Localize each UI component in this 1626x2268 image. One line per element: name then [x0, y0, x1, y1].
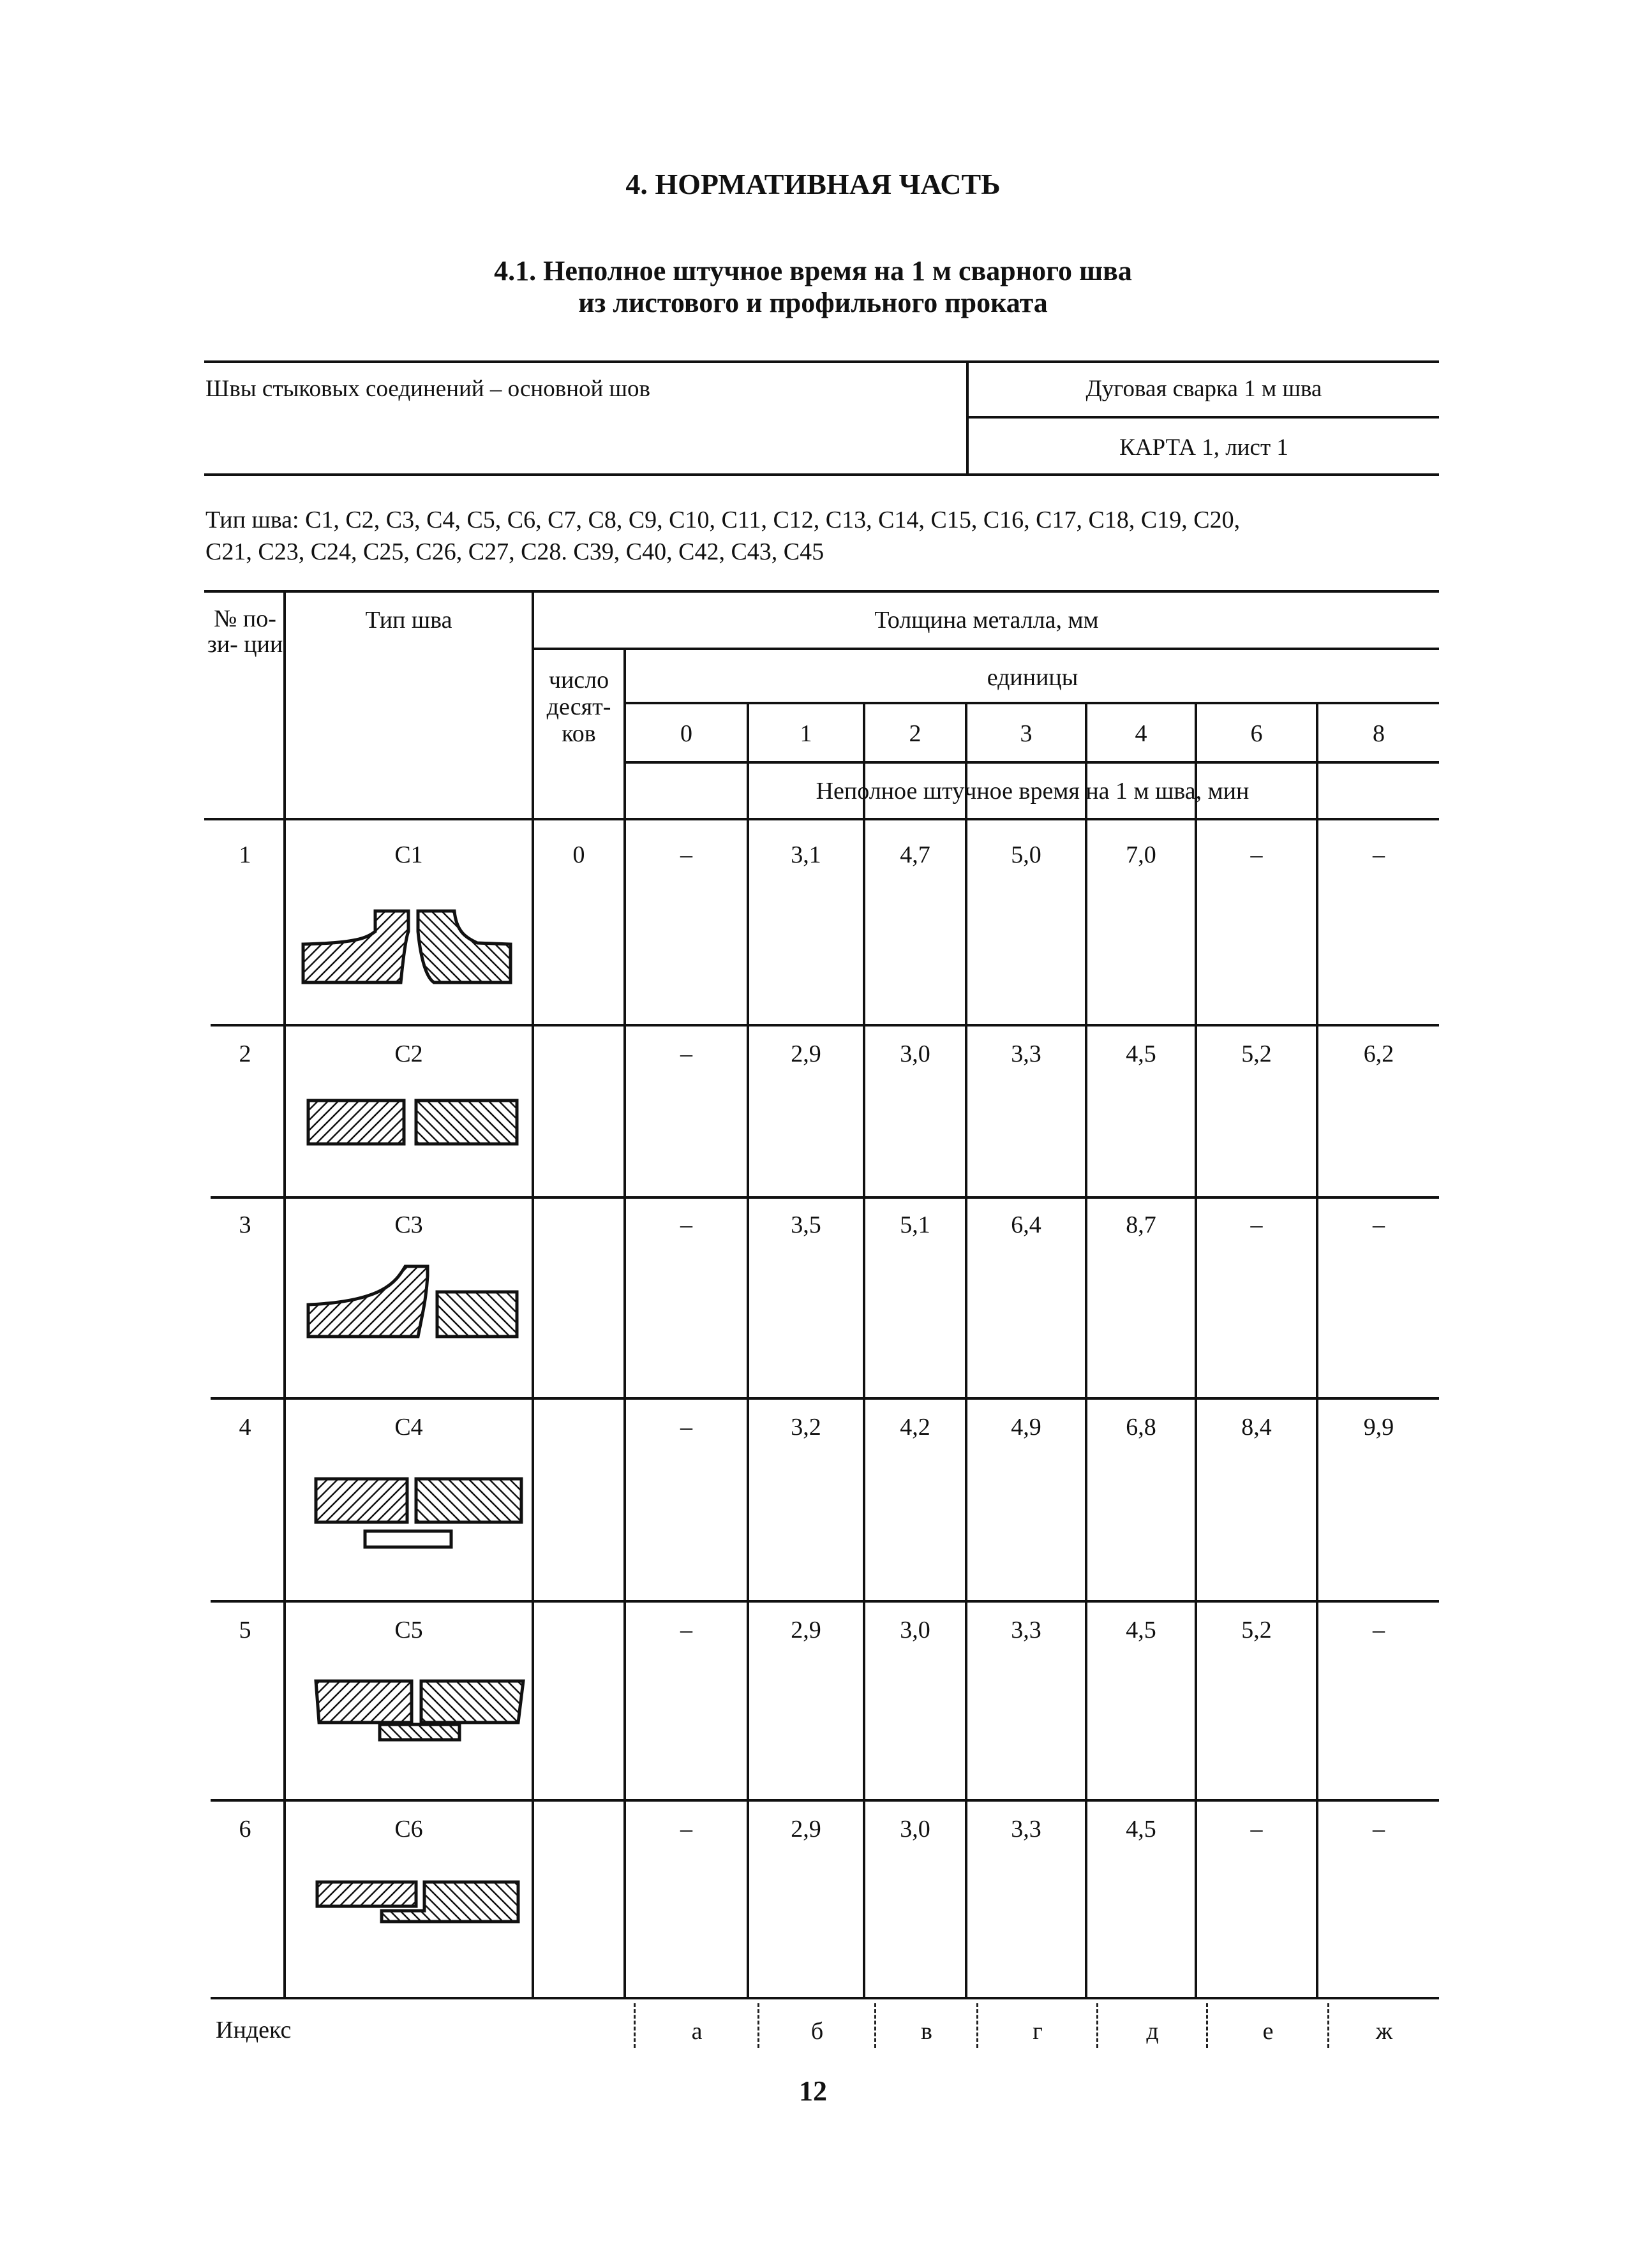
row-seam-type: С4 — [394, 1414, 423, 1441]
subtitle-line-2: из листового и профильного проката — [578, 287, 1048, 318]
value-cell: – — [680, 1041, 692, 1067]
row-position: 1 — [239, 841, 251, 868]
value-cell: – — [680, 1212, 692, 1238]
value-cell: 8,7 — [1126, 1212, 1156, 1238]
seam-drawing-c1 — [303, 911, 511, 982]
unit-header-2: 2 — [909, 720, 921, 747]
unit-header-4: 4 — [1135, 720, 1147, 747]
tens-value: 0 — [572, 841, 585, 868]
seam-types-line-1: Тип шва: С1, С2, С3, С4, С5, С6, С7, С8, С9, С10, С11, С12, С13, С14, С15, С16, С17, С18, С19, С20, — [205, 507, 1241, 533]
subtitle-line-1: 4.1. Неполное штучное время на 1 м сварного шва — [494, 255, 1132, 286]
page-number: 12 — [799, 2075, 827, 2107]
values-caption: Неполное штучное время на 1 м шва, мин — [816, 778, 1249, 804]
value-cell: 3,0 — [900, 1816, 930, 1842]
column-header-position: № по- зи- ции — [207, 605, 283, 658]
value-cell: 4,7 — [900, 841, 930, 868]
unit-header-0: 0 — [680, 720, 692, 747]
header-left-text: Швы стыковых соединений – основной шов — [205, 376, 651, 402]
value-cell: 2,9 — [791, 1617, 821, 1643]
value-cell: – — [1250, 1212, 1263, 1238]
section-title: 4. НОРМАТИВНАЯ ЧАСТЬ — [625, 168, 1001, 200]
row-seam-type: С1 — [394, 841, 423, 868]
seam-types-line-2: С21, С23, С24, С25, С26, С27, С28. С39, С40, С42, С43, С45 — [205, 538, 824, 565]
value-cell: 4,5 — [1126, 1816, 1156, 1842]
value-cell: 3,0 — [900, 1617, 930, 1643]
row-seam-type: С2 — [394, 1041, 423, 1067]
index-letter: б — [810, 2018, 824, 2045]
row-position: 2 — [239, 1041, 251, 1067]
value-cell: 4,2 — [900, 1414, 930, 1441]
header-card-sheet: КАРТА 1, лист 1 — [1119, 434, 1288, 461]
column-header-thickness: Толщина металла, мм — [874, 607, 1099, 634]
seam-drawing-c6 — [317, 1882, 518, 1922]
row-seam-type: С5 — [394, 1617, 423, 1643]
column-header-units: единицы — [987, 664, 1078, 691]
row-position: 5 — [239, 1617, 251, 1643]
row-position: 3 — [239, 1212, 251, 1238]
value-cell: 5,0 — [1011, 841, 1041, 868]
unit-header-3: 3 — [1020, 720, 1033, 747]
unit-header-1: 1 — [800, 720, 812, 747]
value-cell: – — [680, 841, 692, 868]
column-header-tens: число десят- ков — [546, 667, 611, 747]
value-cell: 4,5 — [1126, 1041, 1156, 1067]
value-cell: 3,1 — [791, 841, 821, 868]
value-cell: 6,4 — [1011, 1212, 1041, 1238]
value-cell: 9,9 — [1363, 1414, 1394, 1441]
value-cell: 5,2 — [1241, 1617, 1272, 1643]
seam-drawing-c4 — [316, 1479, 521, 1547]
value-cell: 3,3 — [1011, 1617, 1041, 1643]
value-cell: – — [680, 1414, 692, 1441]
value-cell: 8,4 — [1241, 1414, 1272, 1441]
unit-header-8: 8 — [1373, 720, 1385, 747]
value-cell: 6,2 — [1363, 1041, 1394, 1067]
value-cell: 2,9 — [791, 1041, 821, 1067]
row-position: 6 — [239, 1816, 251, 1842]
value-cell: – — [1373, 1212, 1385, 1238]
index-letter: а — [691, 2018, 703, 2045]
index-letter: е — [1262, 2018, 1274, 2045]
value-cell: – — [1250, 841, 1263, 868]
index-letter: д — [1146, 2018, 1159, 2045]
value-cell: 3,2 — [791, 1414, 821, 1441]
index-letter: г — [1033, 2018, 1043, 2045]
index-letter: в — [921, 2018, 932, 2045]
value-cell: – — [1373, 1816, 1385, 1842]
value-cell: 3,3 — [1011, 1816, 1041, 1842]
value-cell: 4,9 — [1011, 1414, 1041, 1441]
value-cell: 7,0 — [1126, 841, 1156, 868]
row-seam-type: С6 — [394, 1816, 423, 1842]
value-cell: 4,5 — [1126, 1617, 1156, 1643]
value-cell: 3,3 — [1011, 1041, 1041, 1067]
column-header-seam-type: Тип шва — [365, 607, 452, 634]
value-cell: – — [1250, 1816, 1263, 1842]
index-letter: ж — [1375, 2018, 1393, 2045]
seam-drawing-c5 — [316, 1681, 523, 1740]
value-cell: – — [1373, 1617, 1385, 1643]
index-label: Индекс — [216, 2017, 292, 2043]
seam-drawing-c3 — [308, 1266, 517, 1337]
value-cell: 2,9 — [791, 1816, 821, 1842]
value-cell: – — [680, 1816, 692, 1842]
row-position: 4 — [239, 1414, 251, 1441]
seam-drawing-c2 — [308, 1101, 517, 1144]
value-cell: – — [1373, 841, 1385, 868]
value-cell: 5,2 — [1241, 1041, 1272, 1067]
unit-header-6: 6 — [1250, 720, 1263, 747]
value-cell: 3,5 — [791, 1212, 821, 1238]
value-cell: 5,1 — [900, 1212, 930, 1238]
value-cell: – — [680, 1617, 692, 1643]
value-cell: 3,0 — [900, 1041, 930, 1067]
value-cell: 6,8 — [1126, 1414, 1156, 1441]
row-seam-type: С3 — [394, 1212, 423, 1238]
header-arc-welding: Дуговая сварка 1 м шва — [1085, 376, 1322, 402]
